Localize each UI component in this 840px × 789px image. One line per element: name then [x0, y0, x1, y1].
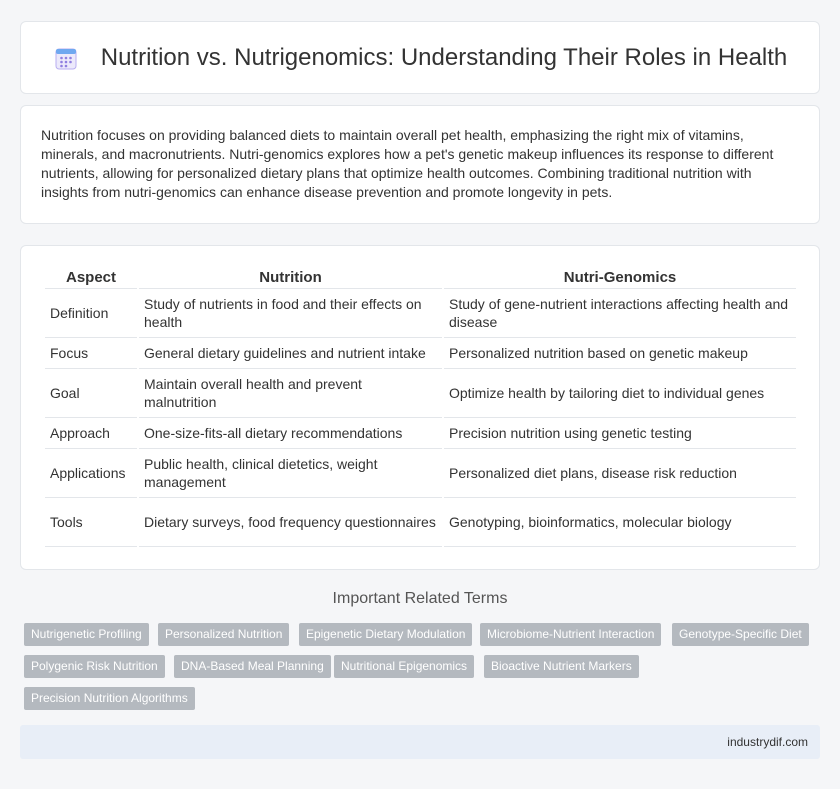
cell-nutrigenomics: Genotyping, bioinformatics, molecular biology	[444, 498, 796, 547]
table-row	[45, 418, 796, 449]
table-row	[45, 289, 796, 338]
table-row	[45, 498, 796, 547]
header-card	[20, 21, 820, 94]
cell-nutrition: General dietary guidelines and nutrient intake	[139, 338, 442, 369]
intro-text: Nutrition focuses on providing balanced diets to maintain overall pet health, emphasizing the right mix of vitamins, minerals, and macronutrients. Nutri-genomics explores how a pet's genetic makeup influences its response to different nutrients, allowing for personalized dietary plans that optimize health outcomes. Combining traditional nutrition with insights from nutri-genomics can enhance disease prevention and promote longevity in pets.	[41, 127, 774, 200]
cell-aspect: Tools	[45, 498, 137, 547]
cell-aspect: Definition	[45, 289, 137, 338]
footer-site-link[interactable]: industrydif.com	[727, 735, 808, 749]
header-nutrition: Nutrition	[139, 265, 442, 289]
table-row	[45, 338, 796, 369]
page-title: Nutrition vs. Nutrigenomics: Understanding Their Roles in Health	[100, 43, 788, 71]
header-nutrigenomics: Nutri-Genomics	[444, 265, 796, 289]
cell-aspect: Applications	[45, 449, 137, 498]
related-term-tag[interactable]: Bioactive Nutrient Markers	[484, 655, 639, 678]
related-term-tag[interactable]: Personalized Nutrition	[158, 623, 289, 646]
comparison-table	[43, 265, 798, 547]
cell-nutrigenomics: Optimize health by tailoring diet to individual genes	[444, 369, 796, 418]
table-row	[45, 449, 796, 498]
related-term-tag[interactable]: Polygenic Risk Nutrition	[24, 655, 165, 678]
cell-nutrition: Dietary surveys, food frequency questionnaires	[139, 498, 442, 547]
intro-card	[20, 105, 820, 224]
cell-nutrigenomics: Precision nutrition using genetic testing	[444, 418, 796, 449]
footer	[20, 725, 820, 759]
related-term-tag[interactable]: Nutrigenetic Profiling	[24, 623, 149, 646]
cell-aspect: Focus	[45, 338, 137, 369]
cell-nutrition: Maintain overall health and prevent malnutrition	[139, 369, 442, 418]
cell-nutrigenomics: Personalized nutrition based on genetic makeup	[444, 338, 796, 369]
cell-nutrigenomics: Personalized diet plans, disease risk reduction	[444, 449, 796, 498]
table-row	[45, 369, 796, 418]
related-term-tag[interactable]: Nutritional Epigenomics	[334, 655, 474, 678]
related-term-tag[interactable]: DNA-Based Meal Planning	[174, 655, 331, 678]
comparison-table-card	[20, 245, 820, 570]
cell-nutrition: One-size-fits-all dietary recommendations	[139, 418, 442, 449]
related-term-tag[interactable]: Precision Nutrition Algorithms	[24, 687, 195, 710]
cell-aspect: Approach	[45, 418, 137, 449]
cell-aspect: Goal	[45, 369, 137, 418]
table-header-row	[45, 265, 796, 289]
notepad-icon	[53, 45, 79, 71]
related-term-tag[interactable]: Epigenetic Dietary Modulation	[299, 623, 472, 646]
related-terms-title: Important Related Terms	[332, 590, 508, 607]
related-term-tag[interactable]: Genotype-Specific Diet	[672, 623, 809, 646]
cell-nutrition: Study of nutrients in food and their effects on health	[139, 289, 442, 338]
cell-nutrigenomics: Study of gene-nutrient interactions affecting health and disease	[444, 289, 796, 338]
header-aspect: Aspect	[45, 265, 137, 289]
related-term-tag[interactable]: Microbiome-Nutrient Interaction	[480, 623, 661, 646]
cell-nutrition: Public health, clinical dietetics, weight management	[139, 449, 442, 498]
